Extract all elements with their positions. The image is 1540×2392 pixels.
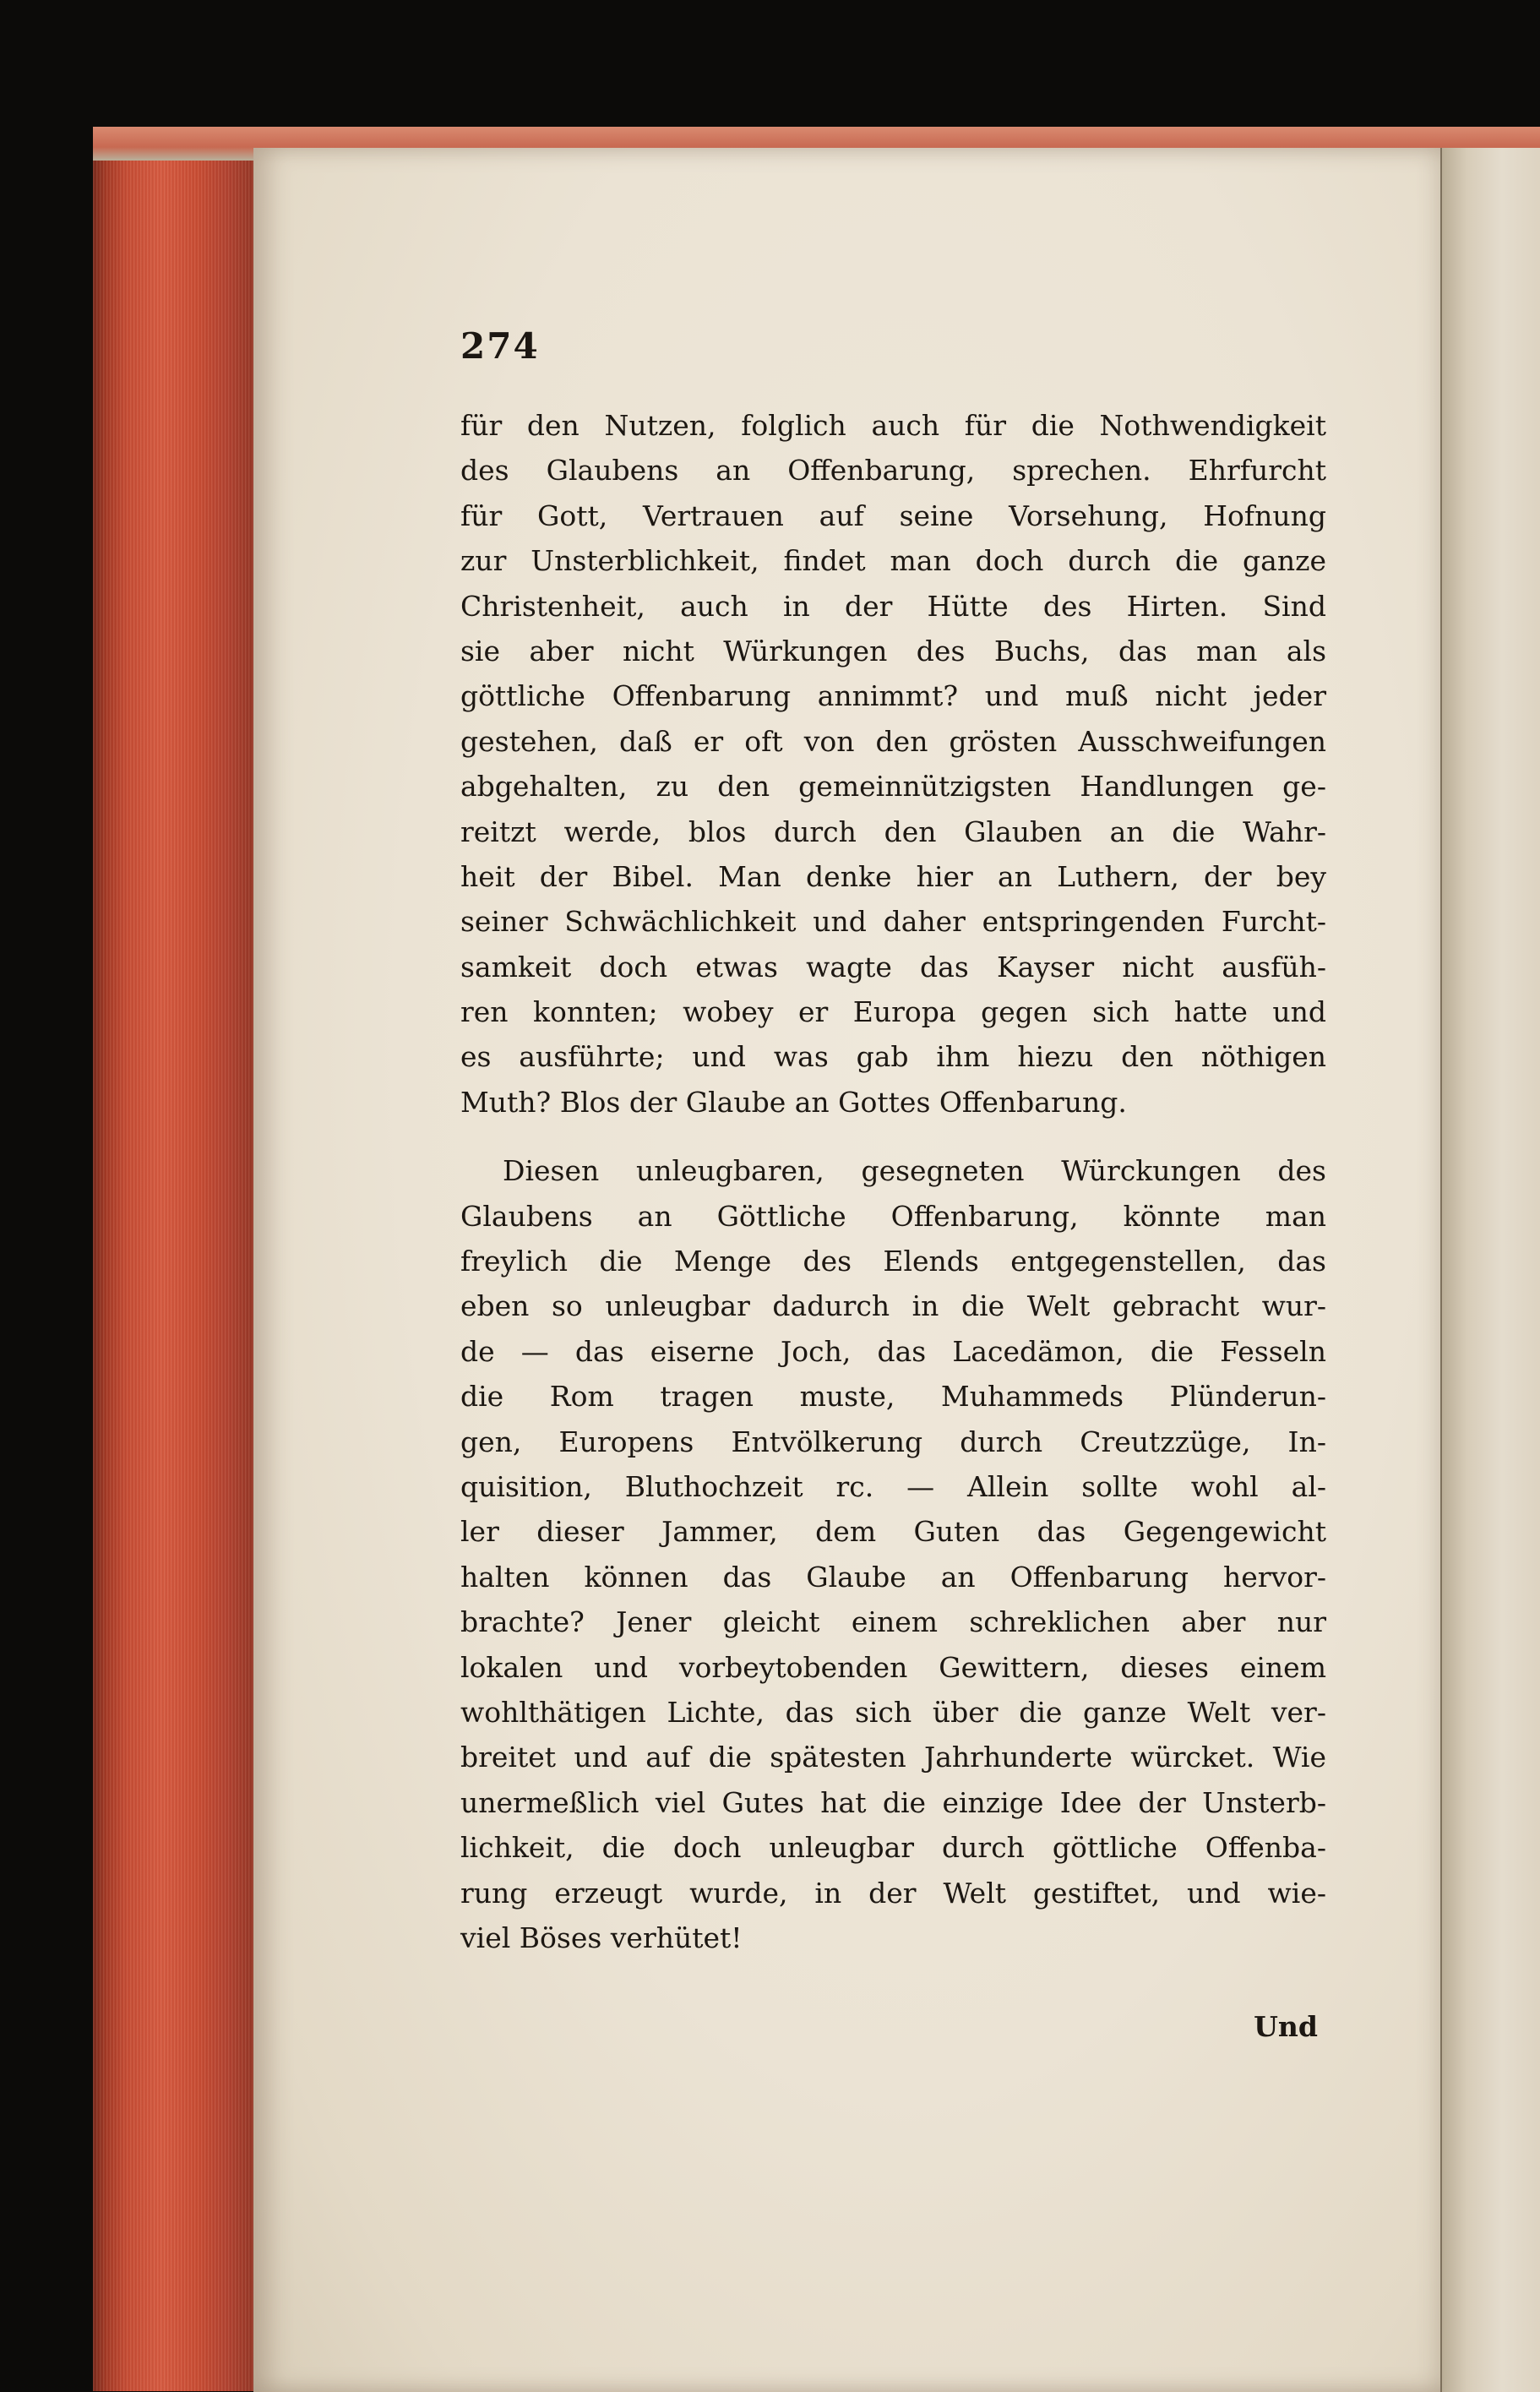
text-line: lichkeit, die doch unleugbar durch göttliche Offenba-	[460, 1831, 1326, 1865]
text-line: ren konnten; wobey er Europa gegen sich hatte und	[460, 995, 1326, 1029]
text-line: wohlthätigen Lichte, das sich über die ganze Welt ver-	[460, 1695, 1326, 1729]
text-line: ler dieser Jammer, dem Guten das Gegengewicht	[460, 1515, 1326, 1549]
book-page-edges	[93, 127, 264, 2391]
text-line: unermeßlich viel Gutes hat die einzige Idee der Unsterb-	[460, 1785, 1326, 1819]
text-line: samkeit doch etwas wagte das Kayser nicht ausfüh-	[460, 950, 1326, 983]
text-line: halten können das Glaube an Offenbarung hervor-	[460, 1560, 1326, 1594]
text-line: es ausführte; und was gab ihm hiezu den nöthigen	[460, 1040, 1326, 1074]
text-line: brachte? Jener gleicht einem schreklichen aber nur	[460, 1605, 1326, 1639]
text-line: des Glaubens an Offenbarung, sprechen. Ehrfurcht	[460, 454, 1326, 488]
page-number: 274	[460, 325, 540, 367]
text-line: göttliche Offenbarung annimmt? und muß nicht jeder	[460, 679, 1326, 713]
text-line: reitzt werde, blos durch den Glauben an die Wahr-	[460, 815, 1326, 848]
text-line: Christenheit, auch in der Hütte des Hirten. Sind	[460, 589, 1326, 623]
paragraph-gap	[460, 1125, 1326, 1148]
text-line: viel Böses verhütet!	[460, 1921, 743, 1954]
text-line: zur Unsterblichkeit, findet man doch durch die ganze	[460, 544, 1326, 578]
text-line: für Gott, Vertrauen auf seine Vorsehung, Hofnung	[460, 499, 1326, 532]
text-line: gen, Europens Entvölkerung durch Creutzzüge, In-	[460, 1425, 1326, 1458]
text-line: die Rom tragen muste, Muhammeds Plünderun-	[460, 1380, 1326, 1414]
text-line: seiner Schwächlichkeit und daher entspringenden Furcht-	[460, 905, 1326, 939]
paragraph-2	[460, 1148, 1326, 1960]
text-line: freylich die Menge des Elends entgegenstellen, das	[460, 1245, 1326, 1278]
text-line: heit der Bibel. Man denke hier an Luthern, der bey	[460, 859, 1326, 893]
text-line: Muth? Blos der Glaube an Gottes Offenbarung.	[460, 1085, 1127, 1119]
text-line: sie aber nicht Würkungen des Buchs, das man als	[460, 634, 1326, 667]
text-line: de — das eiserne Joch, das Lacedämon, die Fesseln	[460, 1334, 1326, 1368]
adjacent-page-strip	[1440, 148, 1540, 2392]
paragraph-1	[460, 403, 1326, 1125]
text-line: eben so unleugbar dadurch in die Welt gebracht wur-	[460, 1289, 1326, 1323]
text-line: für den Nutzen, folglich auch für die Nothwendigkeit	[460, 409, 1326, 442]
catchword: Und	[1254, 2010, 1318, 2044]
text-line: quisition, Bluthochzeit rc. — Allein sollte wohl al-	[460, 1469, 1326, 1503]
text-line: Diesen unleugbaren, gesegneten Würckungen des	[503, 1154, 1326, 1188]
text-line: breitet und auf die spätesten Jahrhunderte würcket. Wie	[460, 1741, 1326, 1774]
text-line: gestehen, daß er oft von den grösten Ausschweifungen	[460, 724, 1326, 758]
page-text-block	[460, 317, 1326, 2049]
text-line: lokalen und vorbeytobenden Gewittern, dieses einem	[460, 1650, 1326, 1684]
text-line: rung erzeugt wurde, in der Welt gestiftet, und wie-	[460, 1876, 1326, 1910]
text-line: Glaubens an Göttliche Offenbarung, könnte man	[460, 1199, 1326, 1233]
text-line: abgehalten, zu den gemeinnützigsten Handlungen ge-	[460, 770, 1326, 804]
